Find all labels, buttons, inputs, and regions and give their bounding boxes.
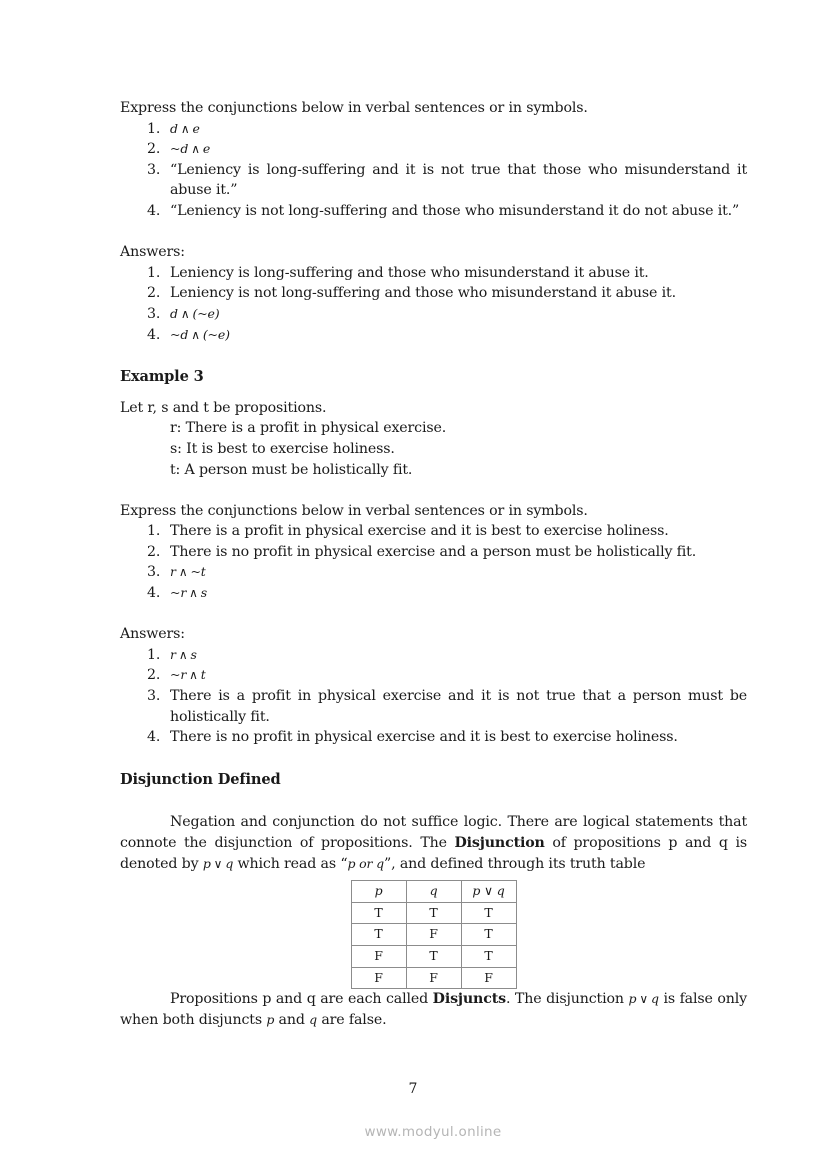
definition-paragraph: Negation and conjunction do not suffice logic. There are logical statements that connote the disjunction of propositions. The Disjunction of propositions p and q is denoted by p ∨ q which read as “p or q”, and defined through its truth table: [120, 814, 747, 872]
list-item: 1. d ∧ e: [147, 120, 200, 137]
document-page: [120, 98, 747, 1030]
proposition-s: s: It is best to exercise holiness.: [170, 440, 395, 457]
list-item: 4. ~r ∧ s: [147, 585, 208, 602]
table-cell: F: [461, 967, 516, 989]
table-header-row: [351, 881, 516, 903]
list-item: 1. r ∧ s: [147, 646, 197, 663]
math-expression: r ∧ s: [170, 646, 197, 662]
exercise-list: [120, 521, 747, 603]
answers-label: Answers:: [120, 244, 185, 261]
table-cell: T: [351, 902, 406, 924]
table-cell: F: [406, 924, 461, 946]
list-item: 2. There is no profit in physical exercise and a person must be holistically fit.: [147, 543, 697, 560]
column-header: p ∨ q: [461, 881, 516, 903]
truth-table: [351, 880, 517, 989]
list-item: 3. d ∧ (~e): [147, 305, 220, 322]
intro-text: Let r, s and t be propositions.: [120, 399, 327, 416]
math-expression: p ∨ q: [628, 991, 659, 1007]
math-expression: r ∧ ~t: [170, 564, 206, 580]
math-expression: d ∧ e: [170, 120, 200, 136]
table-cell: T: [406, 945, 461, 967]
math-expression: ~d ∧ e: [170, 141, 211, 157]
list-item: 2. ~r ∧ t: [147, 667, 206, 684]
math-expression: ~r ∧ s: [170, 585, 208, 601]
table-cell: F: [351, 945, 406, 967]
list-item: 2. ~d ∧ e: [147, 141, 211, 158]
list-item: 2. Leniency is not long-suffering and those who misunderstand it abuse it.: [147, 285, 676, 302]
answers-label: Answers:: [120, 626, 185, 643]
exercise-list: [120, 119, 747, 222]
table-row: [351, 967, 516, 989]
term-disjunction: Disjunction: [454, 835, 545, 851]
propositions-block: [120, 418, 747, 480]
section-heading: Disjunction Defined: [120, 770, 281, 788]
table-cell: T: [406, 902, 461, 924]
list-item: 3. “Leniency is long-suffering and it is not true that those who misunderstand it abuse it.”: [147, 161, 747, 199]
math-expression: ~d ∧ (~e): [170, 326, 230, 342]
list-item: 1. Leniency is long-suffering and those who misunderstand it abuse it.: [147, 264, 649, 281]
proposition-r: r: There is a profit in physical exercise.: [170, 420, 447, 437]
list-item: 4. ~d ∧ (~e): [147, 326, 230, 343]
table-cell: T: [461, 945, 516, 967]
term-disjuncts: Disjuncts: [432, 991, 506, 1008]
table-cell: F: [406, 967, 461, 989]
table-row: [351, 945, 516, 967]
table-cell: T: [351, 924, 406, 946]
watermark: www.modyul.online: [364, 1124, 502, 1140]
math-expression: d ∧ (~e): [170, 305, 220, 321]
table-row: [351, 902, 516, 924]
list-item: 4. There is no profit in physical exercise and it is best to exercise holiness.: [147, 729, 678, 746]
table-cell: F: [351, 967, 406, 989]
answers-list: [120, 263, 747, 345]
page-number: 7: [408, 1081, 418, 1097]
table-row: [351, 924, 516, 946]
math-expression: p ∨ q: [202, 855, 234, 871]
column-header: p: [351, 881, 406, 903]
list-item: 3. r ∧ ~t: [147, 564, 206, 581]
column-header: q: [406, 881, 461, 903]
example-heading: Example 3: [120, 368, 204, 386]
list-item: 3. There is a profit in physical exercise and it is not true that a person must be holistically fit.: [147, 688, 747, 725]
table-cell: T: [461, 902, 516, 924]
proposition-t: t: A person must be holistically fit.: [170, 461, 413, 478]
list-item: 4. “Leniency is not long-suffering and those who misunderstand it do not abuse it.”: [147, 202, 740, 219]
disjuncts-paragraph: Propositions p and q are each called Disjuncts. The disjunction p ∨ q is false only when both disjuncts p and q are false.: [120, 991, 748, 1028]
math-expression: ~r ∧ t: [170, 667, 206, 683]
instruction-text: Express the conjunctions below in verbal sentences or in symbols.: [120, 100, 588, 116]
table-cell: T: [461, 924, 516, 946]
instruction-text: Express the conjunctions below in verbal sentences or in symbols.: [120, 502, 588, 519]
list-item: 1. There is a profit in physical exercise and it is best to exercise holiness.: [147, 523, 669, 540]
answers-list: [120, 645, 747, 748]
